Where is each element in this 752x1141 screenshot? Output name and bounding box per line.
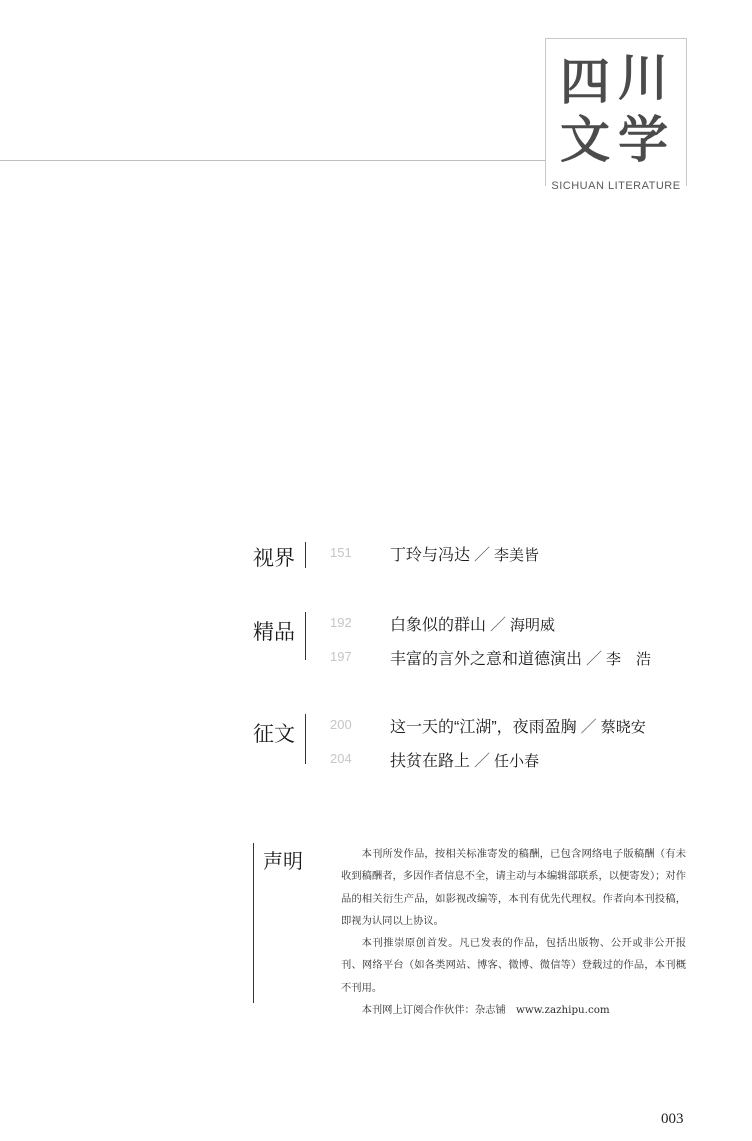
notice-paragraph: 本刊网上订阅合作伙伴：杂志铺 www.zazhipu.com — [361, 1004, 610, 1017]
section-divider — [305, 612, 306, 660]
notice-paragraph: 本刊推崇原创首发。凡已发表的作品，包括出版物、公开或非公开报刊、网络平台（如各类网站、博客、微博、微信等）登载过的作品，本刊概不刊用。 — [341, 937, 686, 994]
header-rule — [0, 160, 545, 161]
logo-char-si: 四 — [560, 52, 610, 111]
toc-article-title: 白象似的群山 — [390, 617, 487, 634]
section-title: 征文 — [253, 723, 295, 746]
notice-title: 声明 — [263, 851, 303, 873]
notice-paragraph: 本刊所发作品，按相关标准寄发的稿酬，已包含网络电子版稿酬（有未收到稿酬者，多因作者信息不全，请主动与本编辑部联系，以便寄发）；对作品的相关衍生产品，如影视改编等，本刊有优先代理权。作者向本刊投稿，即视为认同以上协议。 — [341, 848, 686, 927]
logo-english: SICHUAN LITERATURE — [546, 180, 686, 192]
notice-body — [341, 843, 686, 1021]
toc-page-number: 151 — [330, 545, 352, 560]
section-title: 精品 — [253, 621, 295, 644]
notice-divider — [253, 843, 254, 1003]
toc-article-title: 这一天的“江湖”，夜雨盈胸 — [390, 719, 577, 736]
logo-char-chuan: 川 — [618, 48, 668, 107]
toc-article-title: 丁玲与冯达 — [390, 547, 471, 564]
toc-page-number: 197 — [330, 649, 352, 664]
magazine-logo — [545, 38, 687, 192]
toc-separator: ／ — [586, 651, 603, 668]
toc-page-number: 204 — [330, 751, 352, 766]
section-divider — [305, 714, 306, 764]
toc-author: 任小春 — [494, 752, 540, 770]
logo-char-wen: 文 — [560, 110, 610, 169]
section-divider — [305, 542, 306, 568]
toc-separator: ／ — [490, 617, 507, 634]
toc-article-title: 扶贫在路上 — [390, 753, 471, 770]
logo-char-xue: 学 — [618, 110, 668, 169]
page-number: 003 — [661, 1111, 684, 1127]
toc-article-title: 丰富的言外之意和道德演出 — [390, 651, 583, 668]
toc-separator: ／ — [474, 753, 491, 770]
toc-author: 蔡晓安 — [600, 718, 646, 736]
toc-page-number: 192 — [330, 615, 352, 630]
toc-page-number: 200 — [330, 717, 352, 732]
toc-author: 李 浩 — [606, 650, 652, 668]
toc-author: 海明威 — [510, 616, 556, 634]
toc-separator: ／ — [474, 547, 491, 564]
toc-separator: ／ — [580, 719, 597, 736]
section-title: 视界 — [253, 547, 295, 570]
toc-author: 李美皆 — [494, 546, 540, 564]
